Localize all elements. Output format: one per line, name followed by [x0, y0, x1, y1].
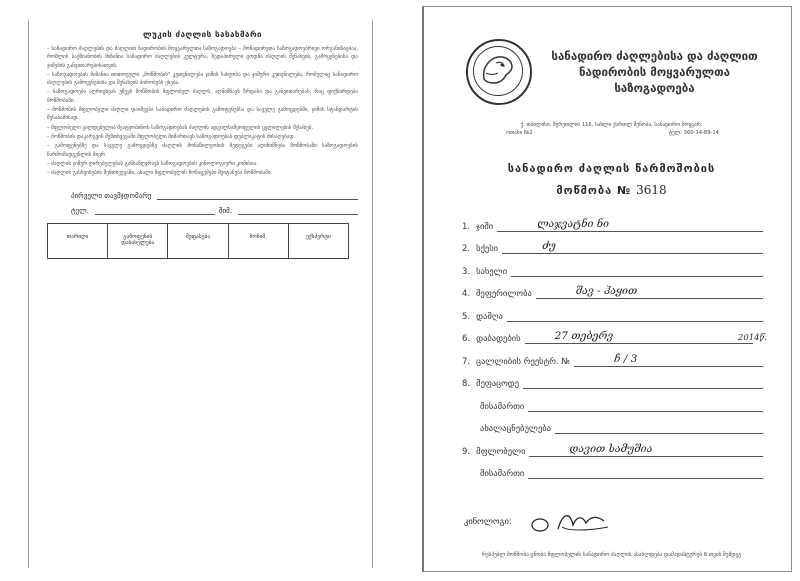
field-label-text: შეფერილობა: [476, 289, 532, 299]
certificate-field-row: [446, 277, 777, 300]
rules-page: [28, 20, 373, 568]
rules-paragraph: – ძაღლის გასხვისების შემთხვევაში, ახალი მფლობელის მონაცემები შეიტანება მოწმობაში.: [47, 170, 273, 177]
field-value-line[interactable]: [525, 329, 767, 344]
field-handwritten-value: ლაჯვატნი ნი: [537, 217, 610, 230]
field-label: [462, 312, 503, 322]
field-handwritten-value: შავ - ჰაყით: [575, 285, 638, 297]
certificate-header: [446, 39, 777, 105]
owner-date-line-2[interactable]: [238, 206, 358, 215]
certificate-field-row: [446, 434, 777, 457]
certificate-field-row: [446, 322, 777, 345]
field-label-text: ჯიში: [476, 221, 494, 232]
document-title: სანადირო ძაღლის წარმოშობის: [507, 162, 716, 175]
table-header-grade: შეფასება: [168, 224, 228, 258]
document-number-label: მოწმობა №: [556, 184, 632, 197]
field-value-line[interactable]: [528, 397, 763, 412]
address-extra: ოთახი №2: [506, 130, 533, 136]
field-label-text: ახალაცნებულება: [480, 424, 551, 434]
org-name-line: სანადირო ძაღლებისა და ძაღლით: [551, 49, 758, 63]
certificate-field-row: [446, 412, 777, 435]
field-label-text: მეფაცოდე: [476, 379, 520, 389]
society-logo-icon: [466, 39, 532, 105]
certificate-field-row: [446, 389, 777, 412]
certificate-fields: [446, 209, 777, 479]
rules-paragraph: – ძაღლის ჯიშურ ღირებულებას განსაზღვრავს საზოგადოების კინოლოგიური კომისია.: [47, 160, 258, 167]
field-label: [462, 447, 525, 457]
field-handwritten-value: ჩ / 3: [614, 352, 638, 365]
address: ქ. თბილისი, წერეთლის 116, სახლი ქართლ შენობა, სანადირო მოყვარ.: [520, 122, 703, 128]
field-label: [462, 334, 521, 344]
field-number: 7.: [462, 356, 471, 367]
field-label: [462, 222, 493, 232]
field-label: [474, 469, 524, 479]
owner-label: პირველი თავმჯდომარე: [71, 192, 152, 201]
field-handwritten-value: 27 თებერვ: [554, 330, 614, 342]
field-handwritten-value: ძუ: [542, 240, 556, 252]
field-label: [462, 244, 498, 254]
address-line-2: [446, 130, 777, 136]
rules-title: ლუკის ძაღლის სასახმარი: [142, 30, 263, 39]
rules-paragraph: – საზოგადოების მიზანია თითოეული „მოწმობის" კუთვნილება ჯიშის სახეობა და ჯიშური კუთვნილება, რომელიც სანადირო ძაღლების გამოყენებისა და შენახვის პირობებს ეხება.: [47, 71, 358, 87]
document-number: [446, 183, 777, 197]
field-label: [462, 379, 519, 389]
field-label-text: სქესი: [476, 244, 499, 254]
field-number: 5.: [462, 311, 471, 322]
field-number: 9.: [462, 446, 471, 457]
field-number: 4.: [462, 289, 471, 299]
field-value-line[interactable]: [528, 464, 763, 479]
field-value-line[interactable]: [555, 419, 763, 434]
organization-name: [532, 48, 777, 96]
field-value-line[interactable]: [507, 307, 763, 322]
field-label-text: ცალლიბის რეესტრ. №: [476, 356, 571, 367]
table-header-mark: მონიშ.: [229, 224, 289, 258]
field-label: [474, 402, 524, 412]
certificate-field-row: [446, 457, 777, 480]
field-number: 6.: [462, 334, 471, 344]
field-value-line[interactable]: [529, 442, 763, 457]
owner-date-line[interactable]: [95, 206, 215, 215]
field-value-line[interactable]: [536, 284, 763, 299]
rules-paragraph: – სანადირო ძაღლების და ძაღლით ნადირობის მოყვარულთა საზოგადოება – მონადირეთა საზოგადოებრივი ორგანიზაციაა, რომლის საქმიანობის მიზანია სანადირო ძაღლების კულტურა, ზედაპირული ცოდნა ძაღლის შენახვის, გამოყენებისა და ჯიშების განვითარებისათვის.: [47, 46, 358, 69]
field-handwritten-value: დავით სამუშია: [569, 442, 653, 455]
certificate-footer: რესპუბლ მოწმობა ცნობა მფლობელის სანადირო ძაღლის ასახლდება დამადასტურებ 6 თვის შემდეგ: [481, 552, 742, 558]
table-header-date: თარიღი: [48, 224, 108, 258]
certificate-field-row: [446, 344, 777, 367]
field-label-text: სახელი: [476, 266, 508, 277]
org-name-line: ნადირობის მოყვარულთა: [578, 65, 731, 79]
certificate-page: [422, 6, 792, 572]
rules-paragraph: – მოწმობის დაკარგვის შემთხვევაში მფლობელი მიმართავს საზოგადოებას დუბლიკატის მისაღებად.: [47, 133, 296, 140]
field-label-text: დაბადების: [476, 334, 521, 344]
field-value-line[interactable]: [523, 374, 763, 389]
field-value-line[interactable]: [574, 352, 763, 367]
rules-paragraph: – მფლობელი ვალდებულია შეატყობინოს საზოგადოებას ძაღლის ადგილსამყოფელის ცვლილების შესახებ.: [47, 124, 314, 131]
rules-paragraph: – საზოგადოება აღრიცხვას უწევს მოწმობის მფლობელ ძაღლს, აღნიშნავს ზრდასა და განვითარებას, რაც ფიქსირდება მოწმობაში.: [47, 89, 358, 104]
rules-list: [47, 45, 358, 177]
certificate-field-row: [446, 232, 777, 255]
field-label-text: დამღა: [476, 311, 503, 322]
field-label: [474, 424, 551, 434]
table-header-exhibition: გამოფენის დასახელება: [108, 224, 168, 258]
owner-date-suffix: შიმ.: [218, 207, 232, 216]
table-header-expert: ექსპერტი: [305, 234, 331, 241]
field-label-text: მისამართი: [480, 401, 525, 412]
owner-date-row: [71, 206, 358, 215]
field-number: 1.: [462, 221, 471, 232]
org-name-line: საზოგადოება: [614, 81, 695, 95]
certificate-field-row: [446, 367, 777, 390]
field-number: 2.: [462, 244, 471, 254]
certificate-field-row: [446, 254, 777, 277]
exhibition-table: [47, 223, 349, 259]
field-value-line[interactable]: [497, 217, 763, 232]
owner-row: [71, 191, 358, 200]
owner-line[interactable]: [157, 191, 358, 200]
field-number: 8.: [462, 379, 471, 389]
field-label: [462, 289, 532, 299]
field-suffix: 2014წ.: [737, 333, 767, 343]
signature-image: [518, 507, 618, 537]
owner-date-label: ტელ.: [71, 207, 89, 216]
signature-row: [446, 507, 777, 537]
field-label-text: მფლობელი: [476, 446, 526, 457]
field-value-line[interactable]: [502, 239, 763, 254]
field-label: [462, 267, 507, 277]
field-value-line[interactable]: [511, 262, 763, 277]
document-number-value: 3618: [636, 183, 667, 197]
phone: ტელ: 360-14-89-14: [668, 130, 719, 136]
certificate-field-row: [446, 299, 777, 322]
field-label-text: მისამართი: [480, 469, 525, 479]
rules-paragraph: – მოწმობის მფლობელი ძაღლი დაიშვება სანადირო ძაღლების გამოფენებსა და საველე გამოცდებში, ჯიშის სტანდარტის შესაბამისად.: [47, 107, 358, 122]
owner-section: [47, 191, 358, 215]
rules-paragraph: – გამოფენებზე და საველე გამოცდებზე ძაღლის მონაწილეობის შედეგები აღინიშნება მოწმობაში საზოგადოების წარმომადგენლის მიერ.: [47, 143, 358, 158]
signature-label: კინოლოგი:: [464, 517, 512, 527]
field-number: 3.: [462, 266, 471, 277]
field-label: [462, 357, 570, 367]
certificate-field-row: [446, 209, 777, 232]
